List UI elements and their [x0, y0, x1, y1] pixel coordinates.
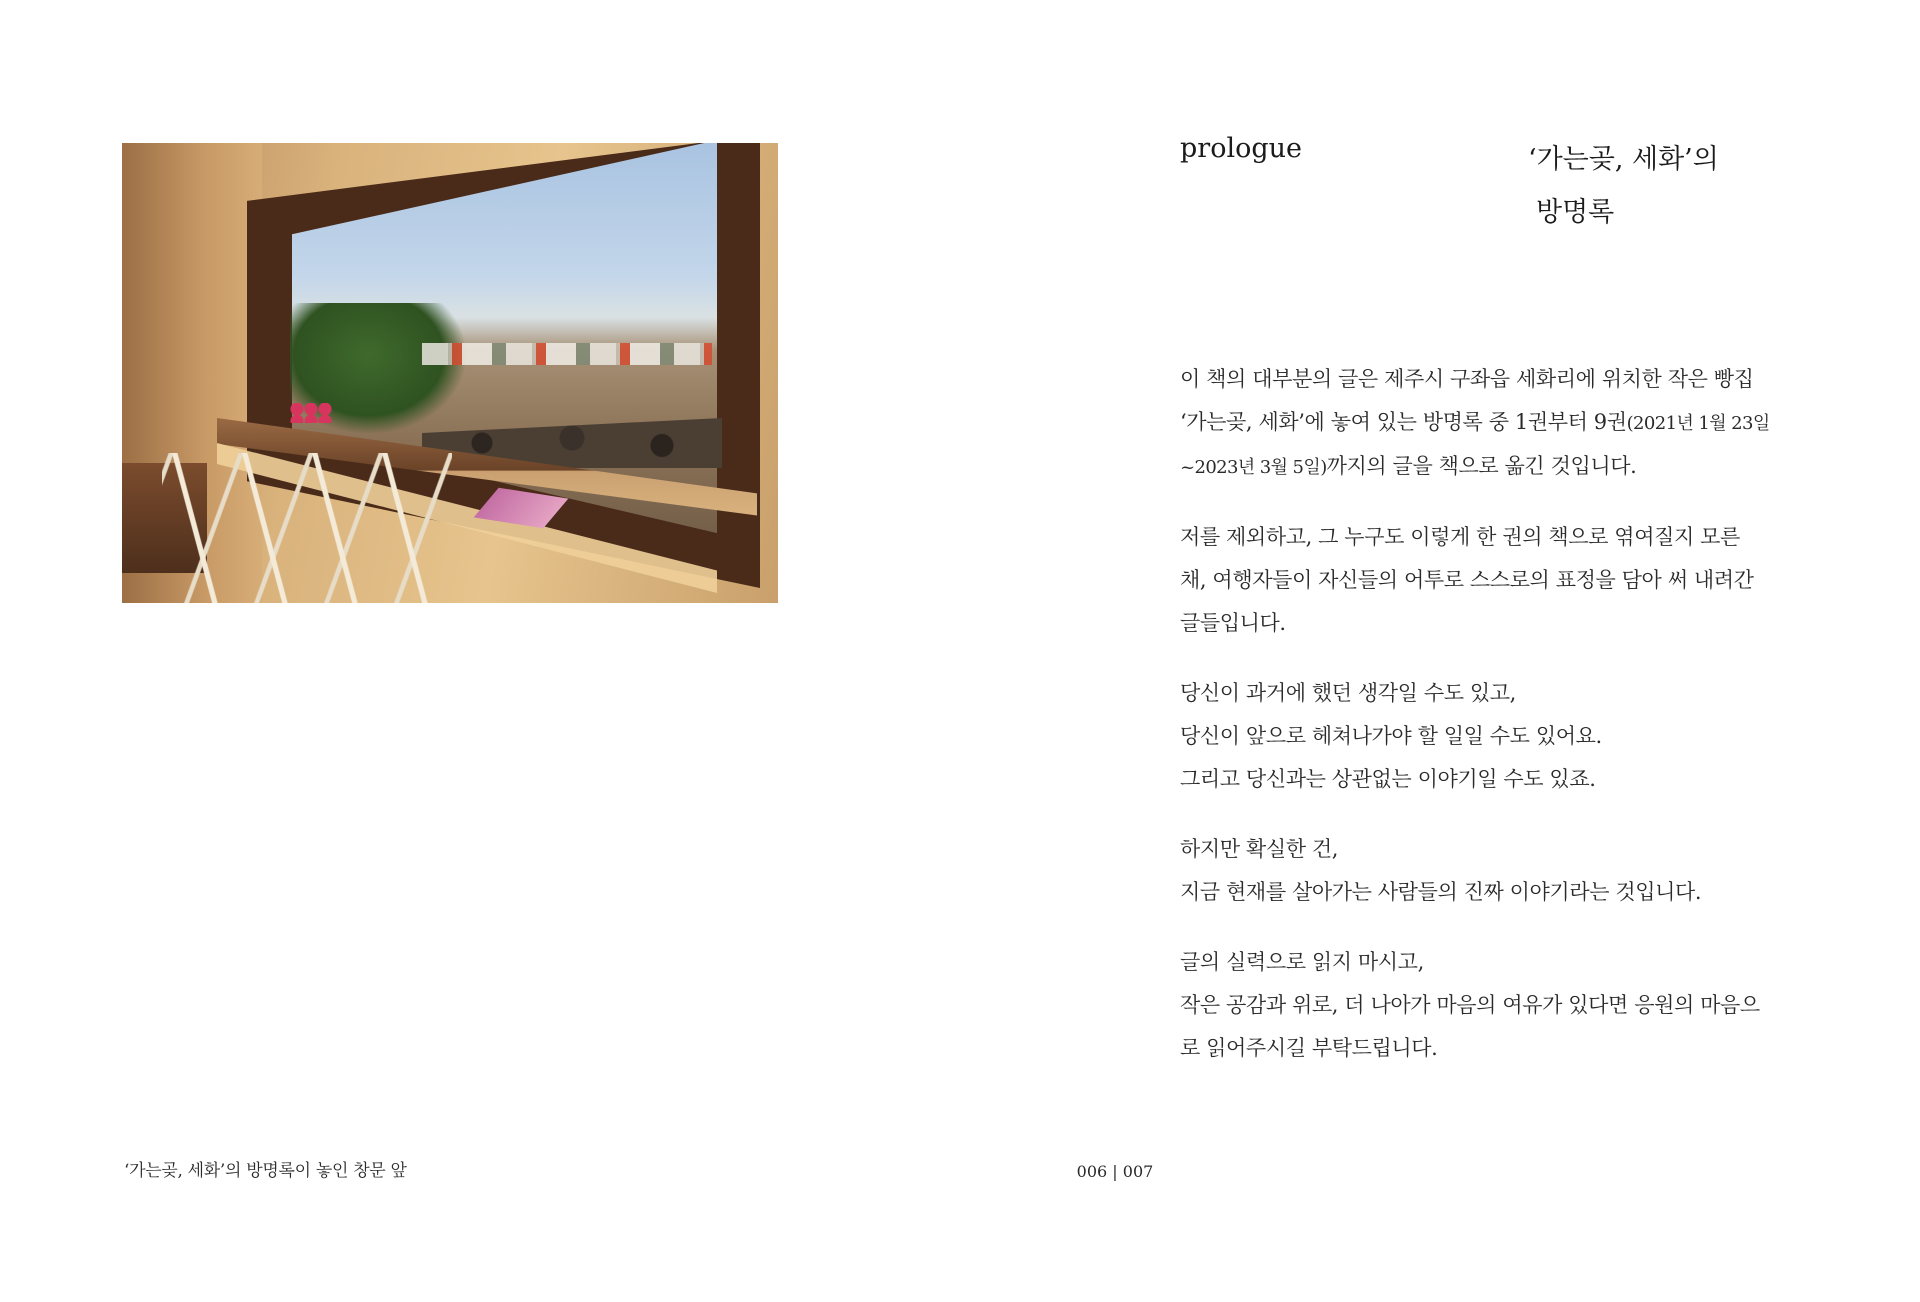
text-line: 로 읽어주시길 부탁드립니다.	[1180, 1036, 1438, 1060]
photo-houses	[422, 343, 712, 365]
text-line: 글들입니다.	[1180, 611, 1286, 635]
paragraph-5	[1180, 941, 1800, 1070]
date-range-end: ~2023년 3월 5일)	[1180, 457, 1327, 478]
text-line	[1180, 445, 1800, 489]
cafe-window-photo	[122, 143, 778, 603]
text-line: 저를 제외하고, 그 누구도 이렇게 한 권의 책으로 엮여질지 모른	[1180, 525, 1740, 549]
text-line: 지금 현재를 살아가는 사람들의 진짜 이야기라는 것입니다.	[1180, 880, 1702, 904]
date-range-start: (2021년 1월 23일	[1626, 413, 1770, 434]
paragraph-3	[1180, 672, 1800, 801]
text-line: 작은 공감과 위로, 더 나아가 마음의 여유가 있다면 응원의 마음으	[1180, 993, 1760, 1017]
prologue-body	[1180, 358, 1800, 1097]
text-line: 하지만 확실한 건,	[1180, 837, 1339, 861]
photo-chairs	[162, 453, 452, 603]
chapter-title-line-2: 방명록	[1536, 197, 1615, 228]
section-label: prologue	[1180, 133, 1302, 164]
text-line: 채, 여행자들이 자신들의 어투로 스스로의 표정을 담아 써 내려간	[1180, 568, 1754, 592]
photo-flowers	[290, 403, 332, 423]
paragraph-1	[1180, 358, 1800, 489]
photo-caption: ‘가는곶, 세화’의 방명록이 놓인 창문 앞	[124, 1161, 407, 1181]
chapter-title	[1528, 133, 1719, 239]
text-line: 글의 실력으로 읽지 마시고,	[1180, 950, 1424, 974]
text-span: ‘가는곶, 세화’에 놓여 있는 방명록 중 1권부터 9권	[1180, 410, 1627, 434]
text-line	[1180, 401, 1800, 445]
paragraph-4	[1180, 828, 1800, 914]
paragraph-2	[1180, 516, 1800, 645]
text-span: 까지의 글을 책으로 옮긴 것입니다.	[1326, 454, 1637, 478]
page-numbers: 006 | 007	[1076, 1162, 1154, 1181]
text-line: 당신이 앞으로 헤쳐나가야 할 일일 수도 있어요.	[1180, 724, 1602, 748]
text-line: 당신이 과거에 했던 생각일 수도 있고,	[1180, 681, 1516, 705]
chapter-title-line-1: ‘가는곶, 세화’의	[1528, 144, 1719, 175]
text-line: 그리고 당신과는 상관없는 이야기일 수도 있죠.	[1180, 767, 1596, 791]
text-line: 이 책의 대부분의 글은 제주시 구좌읍 세화리에 위치한 작은 빵집	[1180, 367, 1754, 391]
